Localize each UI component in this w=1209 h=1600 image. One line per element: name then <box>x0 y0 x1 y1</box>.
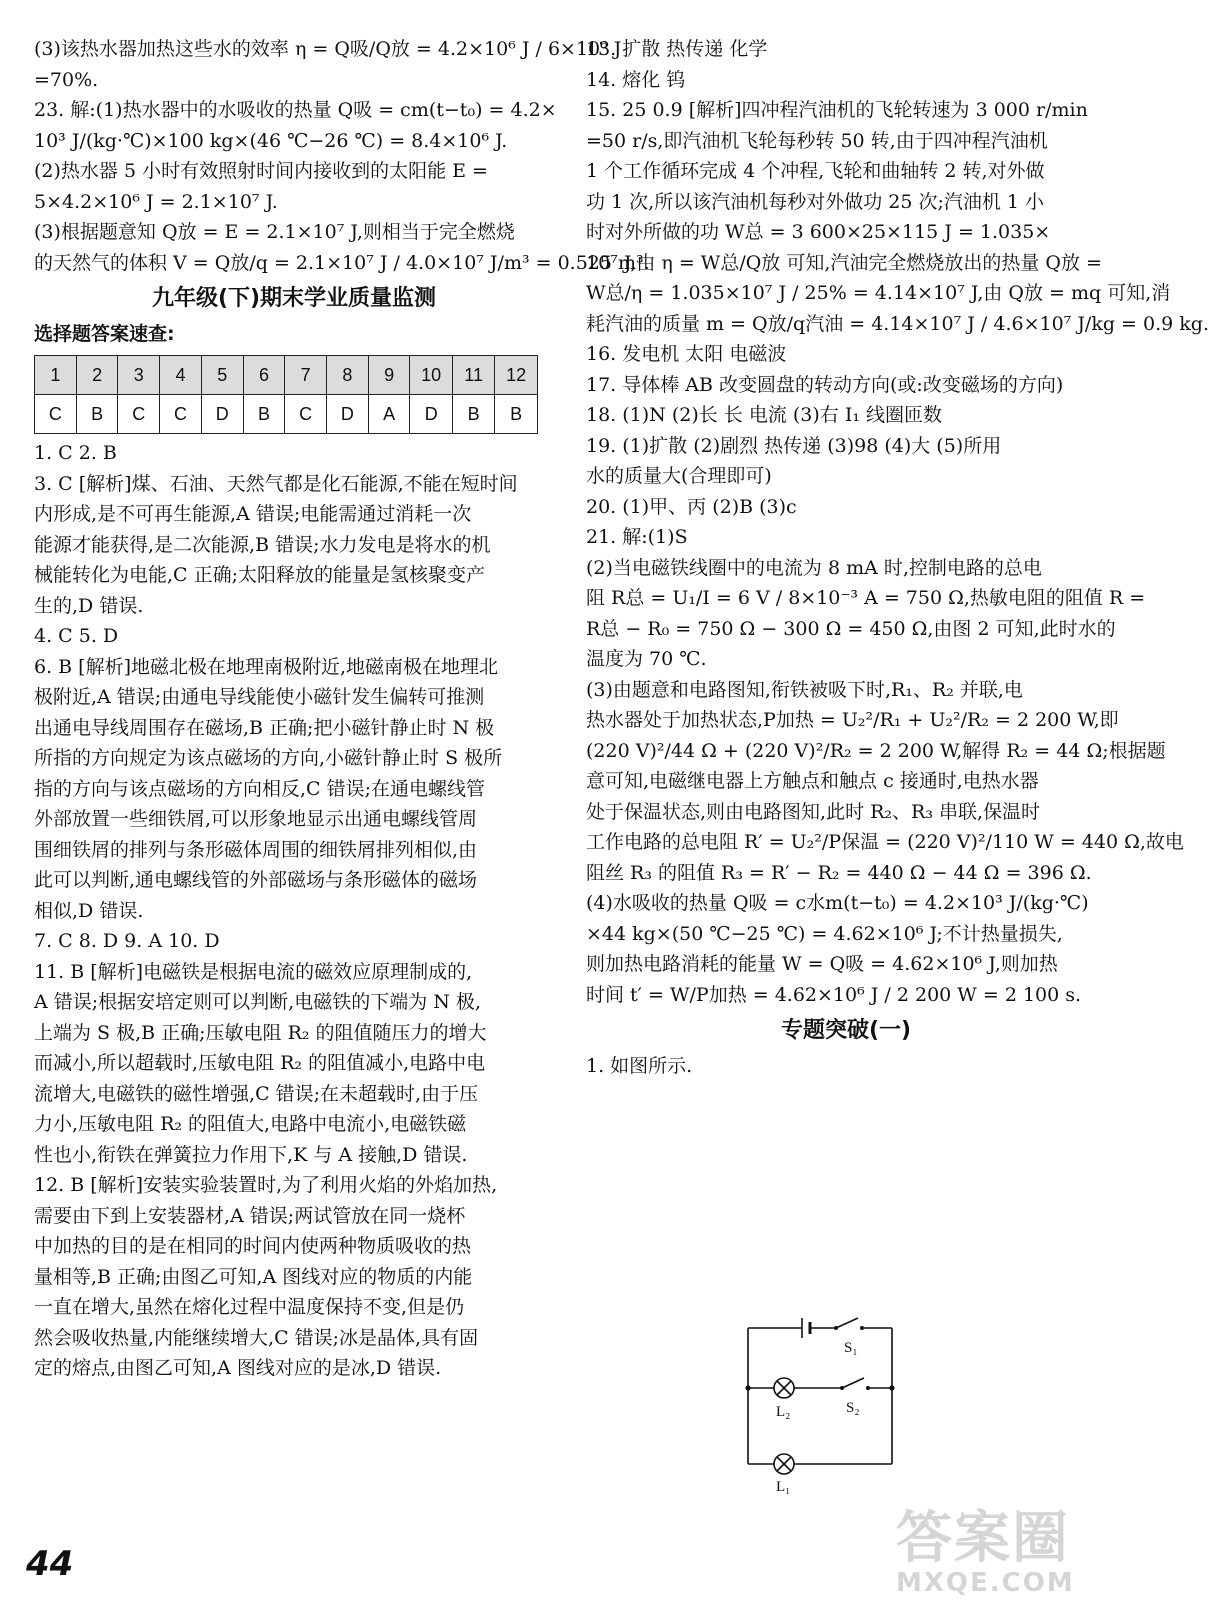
answer-line: 而减小,所以超载时,压敏电阻 R₂ 的阻值减小,电路中电 <box>34 1052 486 1074</box>
junction-dot-left <box>745 1385 750 1390</box>
answer-line: 围细铁屑的排列与条形磁体周围的细铁屑排列相似,由 <box>34 838 478 861</box>
quick-check-label: 选择题答案速查: <box>34 322 175 345</box>
answer-line: (3)该热水器加热这些水的效率 η = Q吸/Q放 = 4.2×10⁶ J / 6×10⁶ J <box>34 38 622 60</box>
answer-cell: B <box>495 395 538 434</box>
answer-line: (220 V)²/44 Ω + (220 V)²/R₂ = 2 200 W,解得 R₂ = 44 Ω;根据题 <box>586 739 1166 762</box>
answer-line: 时对外所做的功 W总 = 3 600×25×115 J = 1.035× <box>586 221 1051 243</box>
question-number-cell: 1 <box>35 356 77 395</box>
answer-line: 流增大,电磁铁的磁性增强,C 错误;在未超载时,由于压 <box>34 1082 479 1105</box>
answer-line: 处于保温状态,则由电路图知,此时 R₂、R₃ 串联,保温时 <box>586 800 1041 823</box>
answer-line: 3. C [解析]煤、石油、天然气都是化石能源,不能在短时间 <box>34 472 518 495</box>
answer-line: (2)当电磁铁线圈中的电流为 8 mA 时,控制电路的总电 <box>586 556 1042 579</box>
question-number-cell: 10 <box>410 356 453 395</box>
answer-cell: C <box>285 395 327 434</box>
label-s1: S₁ <box>844 1340 858 1356</box>
answer-line: A 错误;根据安培定则可以判断,电磁铁的下端为 N 极, <box>34 991 481 1013</box>
answer-line: 能源才能获得,是二次能源,B 错误;水力发电是将水的机 <box>34 533 491 556</box>
answer-line: 一直在增大,虽然在熔化过程中温度保持不变,但是仍 <box>34 1296 465 1318</box>
answer-line: 11. B [解析]电磁铁是根据电流的磁效应原理制成的, <box>34 960 473 983</box>
answer-line: 14. 熔化 钨 <box>586 68 686 91</box>
answer-line: 然会吸收热量,内能继续增大,C 错误;冰是晶体,具有固 <box>34 1326 479 1349</box>
answer-line: 18. (1)N (2)长 长 电流 (3)右 I₁ 线圈匝数 <box>586 404 942 426</box>
question-number-cell: 8 <box>327 356 369 395</box>
answer-line: 的天然气的体积 V = Q放/q = 2.1×10⁷ J / 4.0×10⁷ J/m³ = 0.525 m³. <box>34 251 650 274</box>
answer-cell: C <box>160 395 202 434</box>
answer-line: 意可知,电磁继电器上方触点和触点 c 接通时,电热水器 <box>586 770 1039 792</box>
answer-cell: D <box>327 395 369 434</box>
answer-cell: D <box>410 395 453 434</box>
answer-line: 10⁷ J,由 η = W总/Q放 可知,汽油完全燃烧放出的热量 Q放 = <box>586 251 1102 274</box>
answer-line: 中加热的目的是在相同的时间内使两种物质吸收的热 <box>34 1235 472 1257</box>
answer-line: (3)根据题意知 Q放 = E = 2.1×10⁷ J,则相当于完全燃烧 <box>34 221 515 243</box>
answer-line: 械能转化为电能,C 正确;太阳释放的能量是氢核聚变产 <box>34 564 486 586</box>
switch-s2-blade <box>842 1378 864 1388</box>
label-l1: L₁ <box>776 1479 791 1495</box>
answer-line: R总 − R₀ = 750 Ω − 300 Ω = 450 Ω,由图 2 可知,此时水的 <box>586 617 1116 640</box>
answer-line: 则加热电路消耗的能量 W = Q吸 = 4.62×10⁶ J,则加热 <box>586 953 1058 975</box>
answer-line: 出通电导线周围存在磁场,B 正确;把小磁针静止时 N 极 <box>34 716 495 739</box>
section-title-final-exam: 九年级(下)期末学业质量监测 <box>151 286 437 311</box>
answer-line: 19. (1)扩散 (2)剧烈 热传递 (3)98 (4)大 (5)所用 <box>586 434 1002 457</box>
item-1-text: 1. 如图所示. <box>586 1054 693 1077</box>
answer-line: 所指的方向规定为该点磁场的方向,小磁针静止时 S 极所 <box>34 747 503 769</box>
left-bottom-text <box>34 438 554 1384</box>
question-number-cell: 12 <box>495 356 538 395</box>
right-column <box>586 34 1209 1081</box>
answer-line: 量相等,B 正确;由图乙可知,A 图线对应的物质的内能 <box>34 1265 473 1288</box>
answer-cell: D <box>201 395 243 434</box>
question-number-cell: 5 <box>201 356 243 395</box>
answer-cell: C <box>35 395 77 434</box>
question-number-cell: 2 <box>76 356 118 395</box>
answer-line: 阻丝 R₃ 的阻值 R₃ = R′ − R₂ = 440 Ω − 44 Ω = 396 Ω. <box>586 861 1092 884</box>
answer-line: W总/η = 1.035×10⁷ J / 25% = 4.14×10⁷ J,由 Q放 = mq 可知,消 <box>586 282 1171 304</box>
answer-line: 此可以判断,通电螺线管的外部磁场与条形磁体的磁场 <box>34 869 478 891</box>
answer-line: 功 1 次,所以该汽油机每秒对外做功 25 次;汽油机 1 小 <box>586 190 1045 213</box>
label-s2: S₂ <box>846 1400 860 1416</box>
answer-line: 相似,D 错误. <box>34 899 144 922</box>
answer-line: 内形成,是不可再生能源,A 错误;电能需通过消耗一次 <box>34 503 472 525</box>
answer-line: 7. C 8. D 9. A 10. D <box>34 930 220 952</box>
answer-line: 17. 导体棒 AB 改变圆盘的转动方向(或:改变磁场的方向) <box>586 373 1064 396</box>
question-number-cell: 9 <box>368 356 410 395</box>
answer-line: (3)由题意和电路图知,衔铁被吸下时,R₁、R₂ 并联,电 <box>586 678 1023 701</box>
answer-line: 上端为 S 极,B 正确;压敏电阻 R₂ 的阻值随压力的增大 <box>34 1021 487 1044</box>
question-number-cell: 11 <box>452 356 494 395</box>
answer-line: 4. C 5. D <box>34 625 119 647</box>
answer-cell: C <box>118 395 160 434</box>
answer-line: 1 个工作循环完成 4 个冲程,飞轮和曲轴转 2 转,对外做 <box>586 160 1045 182</box>
answer-line: 16. 发电机 太阳 电磁波 <box>586 343 787 365</box>
answer-line: 性也小,衔铁在弹簧拉力作用下,K 与 A 接触,D 错误. <box>34 1143 468 1166</box>
page-number: 44 <box>26 1544 74 1584</box>
answer-line: 水的质量大(合理即可) <box>586 465 772 487</box>
answer-line: (2)热水器 5 小时有效照射时间内接收到的太阳能 E = <box>34 160 488 182</box>
answer-line: 力小,压敏电阻 R₂ 的阻值大,电路中电流小,电磁铁磁 <box>34 1113 467 1135</box>
answer-line: 需要由下到上安装器材,A 错误;两试管放在同一烧杯 <box>34 1204 466 1227</box>
answer-line: 阻 R总 = U₁/I = 6 V / 8×10⁻³ A = 750 Ω,热敏电阻的阻值 R = <box>586 587 1146 609</box>
answer-line: 13. 扩散 热传递 化学 <box>586 38 768 60</box>
answer-line: 23. 解:(1)热水器中的水吸收的热量 Q吸 = cm(t−t₀) = 4.2× <box>34 99 557 121</box>
right-text <box>586 34 1209 1010</box>
answer-cell: A <box>368 395 410 434</box>
answer-line: 10³ J/(kg·℃)×100 kg×(46 ℃−26 ℃) = 8.4×10⁶ J. <box>34 129 508 152</box>
answer-line: 1. C 2. B <box>34 442 117 464</box>
answer-cell: B <box>452 395 494 434</box>
watermark <box>896 1494 1106 1598</box>
answer-line: 定的熔点,由图乙可知,A 图线对应的是冰,D 错误. <box>34 1357 442 1379</box>
answer-line: 12. B [解析]安装实验装置时,为了利用火焰的外焰加热, <box>34 1174 498 1196</box>
answer-line: 外部放置一些细铁屑,可以形象地显示出通电螺线管周 <box>34 808 478 830</box>
answer-line: 极附近,A 错误;由通电导线能使小磁针发生偏转可推测 <box>34 686 485 708</box>
answer-line: ×44 kg×(50 ℃−25 ℃) = 4.62×10⁶ J;不计热量损失, <box>586 922 1063 945</box>
question-number-cell: 3 <box>118 356 160 395</box>
answer-line: 指的方向与该点磁场的方向相反,C 错误;在通电螺线管 <box>34 777 486 800</box>
label-l2: L₂ <box>776 1404 791 1420</box>
answer-line: 耗汽油的质量 m = Q放/q汽油 = 4.14×10⁷ J / 4.6×10⁷ J/kg = 0.9 kg. <box>586 312 1209 335</box>
answer-line: 5×4.2×10⁶ J = 2.1×10⁷ J. <box>34 190 278 213</box>
answer-line: 工作电路的总电阻 R′ = U₂²/P保温 = (220 V)²/110 W = 440 Ω,故电 <box>586 831 1184 853</box>
answer-line: 6. B [解析]地磁北极在地理南极附近,地磁南极在地理北 <box>34 655 499 678</box>
watermark-url: MXQE.COM <box>896 1568 1075 1598</box>
junction-dot-right <box>889 1385 894 1390</box>
answer-table-answer-row <box>35 395 538 434</box>
switch-s1-blade <box>836 1318 858 1328</box>
answer-line: 21. 解:(1)S <box>586 526 688 548</box>
answer-cell: B <box>76 395 118 434</box>
answer-line: 生的,D 错误. <box>34 594 144 617</box>
question-number-cell: 6 <box>243 356 285 395</box>
answer-line: =70%. <box>34 68 99 91</box>
question-number-cell: 4 <box>160 356 202 395</box>
answer-cell: B <box>243 395 285 434</box>
section-title-special-topic: 专题突破(一) <box>780 1018 912 1043</box>
question-number-cell: 7 <box>285 356 327 395</box>
answer-line: 15. 25 0.9 [解析]四冲程汽油机的飞轮转速为 3 000 r/min <box>586 99 1088 121</box>
answer-line: 温度为 70 ℃. <box>586 648 707 670</box>
circuit-diagram <box>740 1304 900 1494</box>
answer-table-header-row <box>35 356 538 395</box>
watermark-main: 答案圈 <box>896 1506 1070 1571</box>
answer-table <box>34 355 538 434</box>
answer-line: (4)水吸收的热量 Q吸 = c水m(t−t₀) = 4.2×10³ J/(kg·℃) <box>586 892 1089 914</box>
answer-line: =50 r/s,即汽油机飞轮每秒转 50 转,由于四冲程汽油机 <box>586 129 1048 152</box>
answer-line: 20. (1)甲、丙 (2)B (3)c <box>586 495 797 518</box>
answer-line: 热水器处于加热状态,P加热 = U₂²/R₁ + U₂²/R₂ = 2 200 W,即 <box>586 709 1119 731</box>
answer-line: 时间 t′ = W/P加热 = 4.62×10⁶ J / 2 200 W = 2 100 s. <box>586 983 1082 1006</box>
